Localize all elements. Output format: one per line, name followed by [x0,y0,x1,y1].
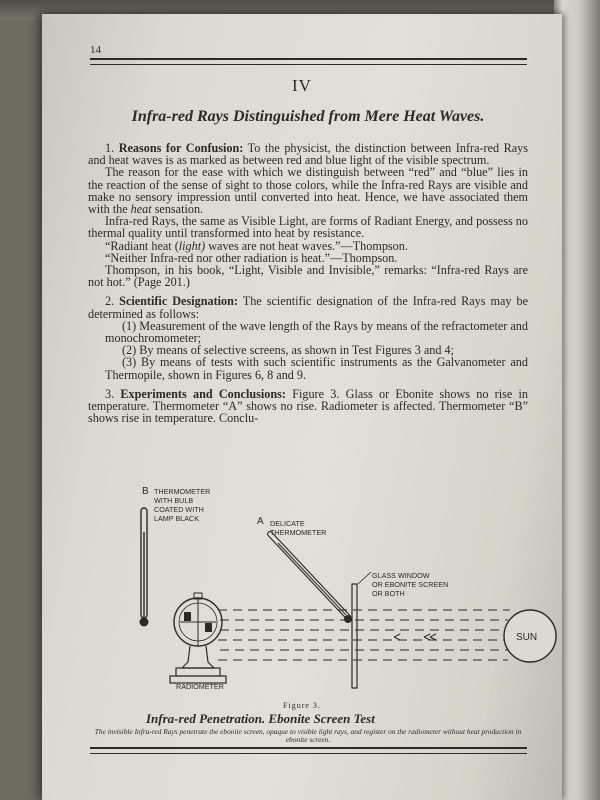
section-1-p2-text: The reason for the ease with which we distinguish between “red” and “blue” lies in the reaction of the sense of sight to those colors, while the Infra-red Rays are visible and make no sensory impression until converted into heat. Hence, we have associated them with the [88,165,528,217]
label-b-line-3: COATED WITH [154,505,204,514]
figure-number: Figure 3. [283,701,321,710]
infra-red-rays [218,610,510,660]
figure-3-illustration [78,472,538,700]
label-a-letter: A [257,516,264,527]
label-a-line-1: DELICATE [270,519,305,528]
section-3-title: Experiments and Conclusions: [120,386,286,401]
chapter-heading: Infra-red Rays Distinguished from Mere Heat Waves. [131,108,485,125]
label-sun: SUN [516,632,538,643]
section-3-paragraph [88,388,528,425]
label-radiometer: RADIOMETER [176,682,224,691]
bottom-rule-thin [90,753,527,754]
section-1-p2-end: sensation. [154,202,204,217]
body-text [88,142,528,424]
label-b-letter: B [142,486,149,497]
book-page [42,14,562,800]
top-rule-thin [90,64,527,65]
section-2-text: The scientific designation of the Infra-red Rays may be determined as follows: [88,294,528,321]
bottom-rule-thick [90,747,527,749]
section-2-paragraph [88,295,528,319]
thermometer-b [140,508,149,627]
quote-1-emphasis: light) [178,238,206,253]
label-glass-line-3: OR BOTH [372,589,405,598]
label-glass-line-2: OR EBONITE SCREEN [372,580,449,589]
section-2-item-2: (2) By means of selective screens, as shown in Test Figures 3 and 4; [122,343,454,358]
section-1-p2-emphasis: heat [130,202,152,217]
page-number: 14 [90,44,101,56]
section-1-paragraph-2 [88,166,528,215]
section-1-quote-2: “Neither Infra-red nor other radiation is heat.”—Thompson. [105,250,398,265]
section-2-title: Scientific Designation: [119,294,238,309]
label-b-line-4: LAMP BLACK [154,514,200,523]
ray-direction-arrows [394,634,436,640]
section-1-paragraph [88,142,528,166]
quote-1-start: “Radiant heat ( [105,238,179,253]
section-3-text: Figure 3. Glass or Ebonite shows no rise in temperature. Thermometer “A” shows no rise. Radiometer is affected. Thermometer “B” shows rise in temperature. Conclu- [88,386,529,426]
label-b-line-2: WITH BULB [154,496,194,505]
label-glass-line-1: GLASS WINDOW [372,571,430,580]
section-1-quote-1 [88,240,528,252]
label-b-line-1: THERMOMETER [154,487,211,496]
radiometer [170,593,226,683]
top-rule-thick [90,58,527,60]
section-2-item-1: (1) Measurement of the wave length of the Rays by means of the refractometer and monochromometer; [105,318,528,346]
section-2-number: 2. [105,294,115,309]
figure-caption: The invisible Infra-red Rays penetrate the ebonite screen, opaque to visible light rays, and register on the radiometer without heat production in ebonite screen. [94,727,522,744]
section-1-text: To the physicist, the distinction between Infra-red Rays and heat waves is as marked as between red and blue light of the visible spectrum. [88,141,529,168]
section-1-number: 1. [105,141,115,155]
chapter-number: IV [292,76,312,95]
label-a-line-2: THERMOMETER [270,528,327,537]
section-1-quote-3: Thompson, in his book, “Light, Visible and Invisible,” remarks: “Infra-red Rays are not hot.” (Page 201.) [88,263,528,290]
section-3-number: 3. [105,386,115,401]
quote-1-end: waves are not heat waves.”—Thompson. [205,238,408,253]
section-1-paragraph-3: Infra-red Rays, the same as Visible Light, are forms of Radiant Energy, and possess no thermal quality until transformed into heat by resistance. [88,214,528,241]
section-2-item-3: (3) By means of tests with such scientific instruments as the Galvanometer and Thermopile, shown in Figures 6, 8 and 9. [105,355,528,382]
section-1-title: Reasons for Confusion: [118,141,244,155]
figure-title: Infra-red Penetration. Ebonite Screen Test [146,711,375,726]
figure-3-drawing [78,472,538,700]
